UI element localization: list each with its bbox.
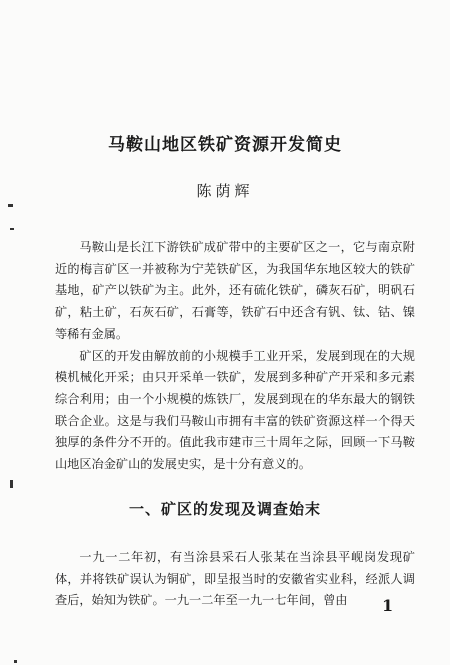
article-title: 马鞍山地区铁矿资源开发简史: [108, 135, 342, 155]
article-author: 陈荫辉: [196, 182, 254, 200]
body-paragraph: 马鞍山是长江下游铁矿成矿带中的主要矿区之一，它与南京附近的梅言矿区一并被称为宁芜铁矿区，为我国华东地区较大的铁矿基地，矿产以铁矿为主。此外，还有硫化铁矿，磷灰石矿，明矾石矿，粘土矿，石灰石矿，石膏等，铁矿石中还含有钒、钛、钴、镍等稀有金属。: [55, 240, 415, 341]
scan-speck: [10, 228, 14, 230]
scan-speck: [8, 204, 13, 207]
page-number: 1: [382, 596, 394, 615]
body-paragraph: 矿区的开发由解放前的小规模手工业开采，发展到现在的大规模机械化开采；由只开采单一铁矿，发展到多种矿产开采和多元素综合利用；由一个小规模的炼铁厂，发展到现在的华东最大的钢铁联合企业。这是与我们马鞍山市拥有丰富的铁矿资源这样一个得天独厚的条件分不开的。值此我市建市三十周年之际，回顾一下马鞍山地区冶金矿山的发展史实，是十分有意义的。: [55, 348, 415, 472]
section-heading: 一、矿区的发现及调查始末: [128, 500, 321, 518]
scan-speck: [14, 660, 17, 663]
section-body: [55, 547, 415, 612]
section-paragraph: 一九一二年初，有当涂县采石人张某在当涂县平岘岗发现矿体，并将铁矿误认为铜矿，即呈报当时的安徽省实业科，经派人调查后，始知为铁矿。一九一二年至一九一七年间，曾由: [55, 550, 415, 608]
article-body: [55, 237, 415, 476]
scan-speck: [10, 480, 13, 488]
